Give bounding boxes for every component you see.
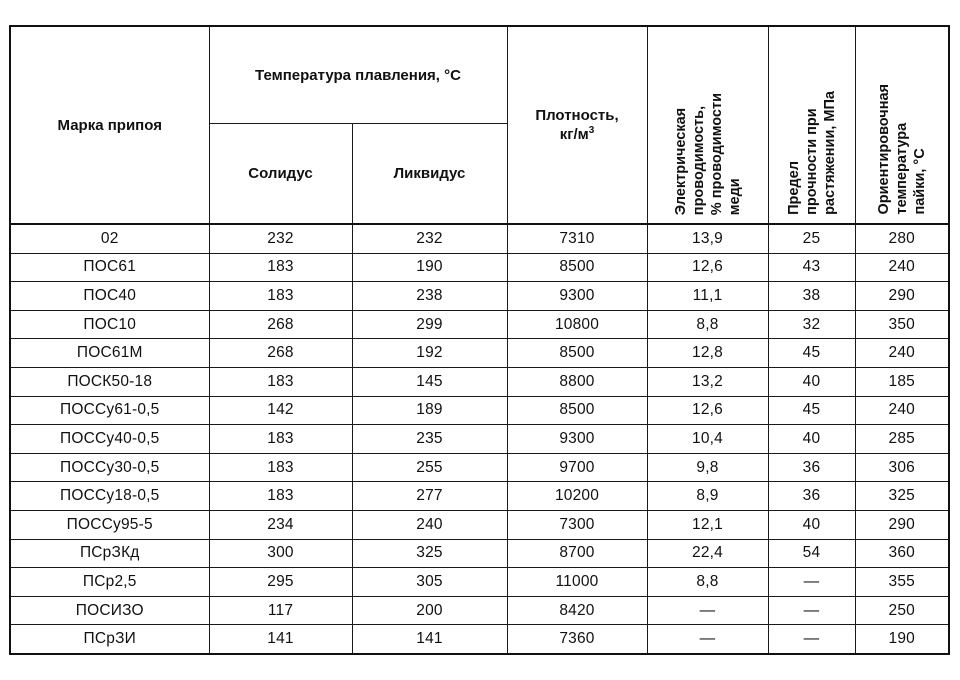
cell-density: 10200 — [507, 482, 647, 511]
cell-conductivity: — — [647, 625, 768, 654]
table-row — [10, 453, 949, 482]
cell-liquidus: 305 — [352, 568, 507, 597]
cell-grade: ПОСИЗО — [10, 596, 209, 625]
table-row — [10, 282, 949, 311]
table-row — [10, 310, 949, 339]
table-header — [10, 26, 949, 224]
cell-density: 8800 — [507, 367, 647, 396]
cell-liquidus: 240 — [352, 510, 507, 539]
table-row — [10, 539, 949, 568]
header-brazing-temp — [855, 26, 949, 224]
cell-density: 11000 — [507, 568, 647, 597]
cell-conductivity: 22,4 — [647, 539, 768, 568]
cell-solidus: 141 — [209, 625, 352, 654]
cell-density: 10800 — [507, 310, 647, 339]
table-row — [10, 367, 949, 396]
cell-liquidus: 277 — [352, 482, 507, 511]
cell-brazing-temp: 240 — [855, 396, 949, 425]
table-row — [10, 510, 949, 539]
cell-density: 9700 — [507, 453, 647, 482]
cell-liquidus: 200 — [352, 596, 507, 625]
table-row — [10, 253, 949, 282]
cell-grade: ПОС61М — [10, 339, 209, 368]
cell-solidus: 183 — [209, 425, 352, 454]
table-row — [10, 568, 949, 597]
cell-solidus: 117 — [209, 596, 352, 625]
cell-solidus: 183 — [209, 253, 352, 282]
cell-liquidus: 145 — [352, 367, 507, 396]
cell-solidus: 183 — [209, 453, 352, 482]
table-row — [10, 425, 949, 454]
cell-density: 7300 — [507, 510, 647, 539]
cell-conductivity: 12,6 — [647, 396, 768, 425]
cell-liquidus: 238 — [352, 282, 507, 311]
cell-grade: ПОС40 — [10, 282, 209, 311]
table-row — [10, 596, 949, 625]
header-solidus: Солидус — [209, 124, 352, 224]
cell-brazing-temp: 240 — [855, 339, 949, 368]
cell-brazing-temp: 350 — [855, 310, 949, 339]
cell-liquidus: 255 — [352, 453, 507, 482]
cell-conductivity: 8,9 — [647, 482, 768, 511]
cell-liquidus: 325 — [352, 539, 507, 568]
table-row — [10, 482, 949, 511]
cell-brazing-temp: 290 — [855, 282, 949, 311]
cell-density: 7310 — [507, 224, 647, 253]
cell-brazing-temp: 325 — [855, 482, 949, 511]
cell-grade: ПОССу40-0,5 — [10, 425, 209, 454]
header-conductivity — [647, 26, 768, 224]
cell-density: 9300 — [507, 282, 647, 311]
cell-grade: ПОС10 — [10, 310, 209, 339]
cell-density: 8420 — [507, 596, 647, 625]
cell-density: 8700 — [507, 539, 647, 568]
cell-strength: 32 — [768, 310, 855, 339]
cell-brazing-temp: 290 — [855, 510, 949, 539]
table-row — [10, 224, 949, 253]
cell-grade: ПСрЗКд — [10, 539, 209, 568]
table-row — [10, 339, 949, 368]
table-body — [10, 224, 949, 654]
solder-properties-sheet — [9, 25, 948, 653]
cell-strength: 36 — [768, 482, 855, 511]
header-brazing-temp-text: Ориентировочная температура пайки, °С — [875, 84, 928, 215]
cell-strength: 45 — [768, 339, 855, 368]
cell-strength: 40 — [768, 510, 855, 539]
cell-conductivity: 8,8 — [647, 568, 768, 597]
header-density-unit: кг/м — [559, 126, 589, 143]
cell-conductivity: 12,6 — [647, 253, 768, 282]
cell-strength: — — [768, 625, 855, 654]
cell-solidus: 300 — [209, 539, 352, 568]
cell-conductivity: 12,1 — [647, 510, 768, 539]
cell-liquidus: 192 — [352, 339, 507, 368]
cell-grade: ПОССу18-0,5 — [10, 482, 209, 511]
cell-solidus: 142 — [209, 396, 352, 425]
cell-conductivity: 13,2 — [647, 367, 768, 396]
cell-conductivity: 9,8 — [647, 453, 768, 482]
cell-liquidus: 235 — [352, 425, 507, 454]
cell-density: 7360 — [507, 625, 647, 654]
cell-density: 8500 — [507, 396, 647, 425]
cell-liquidus: 189 — [352, 396, 507, 425]
cell-solidus: 234 — [209, 510, 352, 539]
cell-brazing-temp: 185 — [855, 367, 949, 396]
cell-solidus: 183 — [209, 482, 352, 511]
table-row — [10, 396, 949, 425]
cell-strength: 45 — [768, 396, 855, 425]
cell-grade: 02 — [10, 224, 209, 253]
cell-brazing-temp: 240 — [855, 253, 949, 282]
cell-strength: — — [768, 568, 855, 597]
header-density-label: Плотность, — [535, 107, 619, 124]
cell-conductivity: 10,4 — [647, 425, 768, 454]
cell-density: 8500 — [507, 339, 647, 368]
cell-strength: — — [768, 596, 855, 625]
header-density-sup: 3 — [588, 125, 595, 136]
header-strength-text: Предел прочности при растяжении, МПа — [785, 91, 838, 215]
cell-brazing-temp: 190 — [855, 625, 949, 654]
cell-strength: 38 — [768, 282, 855, 311]
cell-brazing-temp: 285 — [855, 425, 949, 454]
cell-strength: 43 — [768, 253, 855, 282]
cell-grade: ПОССу61-0,5 — [10, 396, 209, 425]
cell-liquidus: 141 — [352, 625, 507, 654]
cell-solidus: 268 — [209, 310, 352, 339]
cell-grade: ПОССу30-0,5 — [10, 453, 209, 482]
cell-grade: ПСрЗИ — [10, 625, 209, 654]
cell-brazing-temp: 280 — [855, 224, 949, 253]
cell-brazing-temp: 360 — [855, 539, 949, 568]
cell-density: 9300 — [507, 425, 647, 454]
cell-solidus: 183 — [209, 282, 352, 311]
cell-conductivity: 12,8 — [647, 339, 768, 368]
cell-grade: ПОС61 — [10, 253, 209, 282]
cell-conductivity: 8,8 — [647, 310, 768, 339]
header-melting-temp: Температура плавления, °С — [209, 26, 507, 124]
cell-strength: 40 — [768, 425, 855, 454]
table-row — [10, 625, 949, 654]
cell-conductivity: — — [647, 596, 768, 625]
cell-solidus: 268 — [209, 339, 352, 368]
header-density — [507, 26, 647, 224]
cell-strength: 40 — [768, 367, 855, 396]
header-liquidus: Ликвидус — [352, 124, 507, 224]
header-conductivity-text: Электрическая проводимость, % проводимости меди — [672, 92, 743, 215]
cell-solidus: 295 — [209, 568, 352, 597]
cell-liquidus: 299 — [352, 310, 507, 339]
cell-solidus: 183 — [209, 367, 352, 396]
cell-grade: ПОССу95-5 — [10, 510, 209, 539]
cell-brazing-temp: 250 — [855, 596, 949, 625]
cell-density: 8500 — [507, 253, 647, 282]
cell-strength: 25 — [768, 224, 855, 253]
cell-strength: 54 — [768, 539, 855, 568]
cell-grade: ПОСК50-18 — [10, 367, 209, 396]
cell-solidus: 232 — [209, 224, 352, 253]
header-strength — [768, 26, 855, 224]
cell-conductivity: 11,1 — [647, 282, 768, 311]
cell-strength: 36 — [768, 453, 855, 482]
header-grade: Марка припоя — [10, 26, 209, 224]
solder-properties-table — [9, 25, 950, 655]
cell-liquidus: 232 — [352, 224, 507, 253]
cell-liquidus: 190 — [352, 253, 507, 282]
cell-brazing-temp: 306 — [855, 453, 949, 482]
cell-conductivity: 13,9 — [647, 224, 768, 253]
cell-brazing-temp: 355 — [855, 568, 949, 597]
cell-grade: ПСр2,5 — [10, 568, 209, 597]
